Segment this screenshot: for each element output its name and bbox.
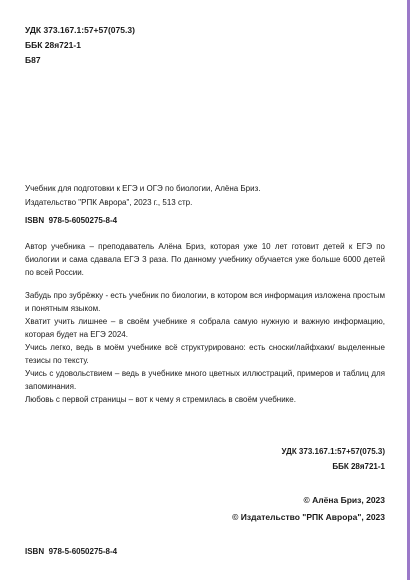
classification-codes-bottom	[282, 444, 385, 474]
udk-code-bottom: УДК 373.167.1:57+57(075.3)	[281, 447, 385, 456]
copyright-block	[232, 492, 385, 526]
description-line-2: Издательство "РПК Аврора", 2023 г., 513 стр.	[25, 198, 193, 207]
classification-codes-top	[25, 23, 135, 68]
feature-paragraph: Забудь про зубрёжку - есть учебник по биологии, в котором вся информация изложена простым и понятным языком.	[25, 291, 385, 313]
isbn-top	[25, 216, 117, 225]
feature-paragraph: Хватит учить лишнее – в своём учебнике я собрала самую нужную и важную информацию, которая будет на ЕГЭ 2024.	[25, 317, 385, 339]
isbn-number-bottom: 978-5-6050275-8-4	[48, 547, 118, 556]
isbn-number: 978-5-6050275-8-4	[48, 216, 118, 225]
udk-code: УДК 373.167.1:57+57(075.3)	[25, 25, 135, 35]
features-block	[25, 289, 385, 406]
bbk-code: ББК 28я721-1	[25, 40, 81, 50]
isbn-label-bottom: ISBN	[25, 547, 45, 556]
author-mark: Б87	[25, 55, 41, 65]
description-line-1: Учебник для подготовки к ЕГЭ и ОГЭ по биологии, Алёна Бриз.	[25, 184, 261, 193]
feature-paragraph: Учись легко, ведь в моём учебнике всё структурировано: есть сноски/лайфхаки/ выделенные тезисы по тексту.	[25, 343, 385, 365]
copyright-publisher: © Издательство "РПК Аврора", 2023	[232, 512, 385, 522]
isbn-bottom	[25, 547, 117, 556]
isbn-label: ISBN	[25, 216, 45, 225]
about-author-paragraph: Автор учебника – преподаватель Алёна Бриз, которая уже 10 лет готовит детей к ЕГЭ по биологии и сама сдавала ЕГЭ 3 раза. По данному учебнику обучается уже больше 6000 детей по всей России.	[25, 242, 385, 277]
copyright-author: © Алёна Бриз, 2023	[303, 495, 385, 505]
feature-paragraph: Любовь с первой страницы – вот к чему я стремилась в своём учебнике.	[25, 395, 296, 404]
bibliographic-description	[25, 182, 385, 210]
feature-paragraph: Учись с удовольствием – ведь в учебнике много цветных иллюстраций, примеров и таблиц для запоминания.	[25, 369, 385, 391]
bbk-code-bottom: ББК 28я721-1	[332, 462, 385, 471]
